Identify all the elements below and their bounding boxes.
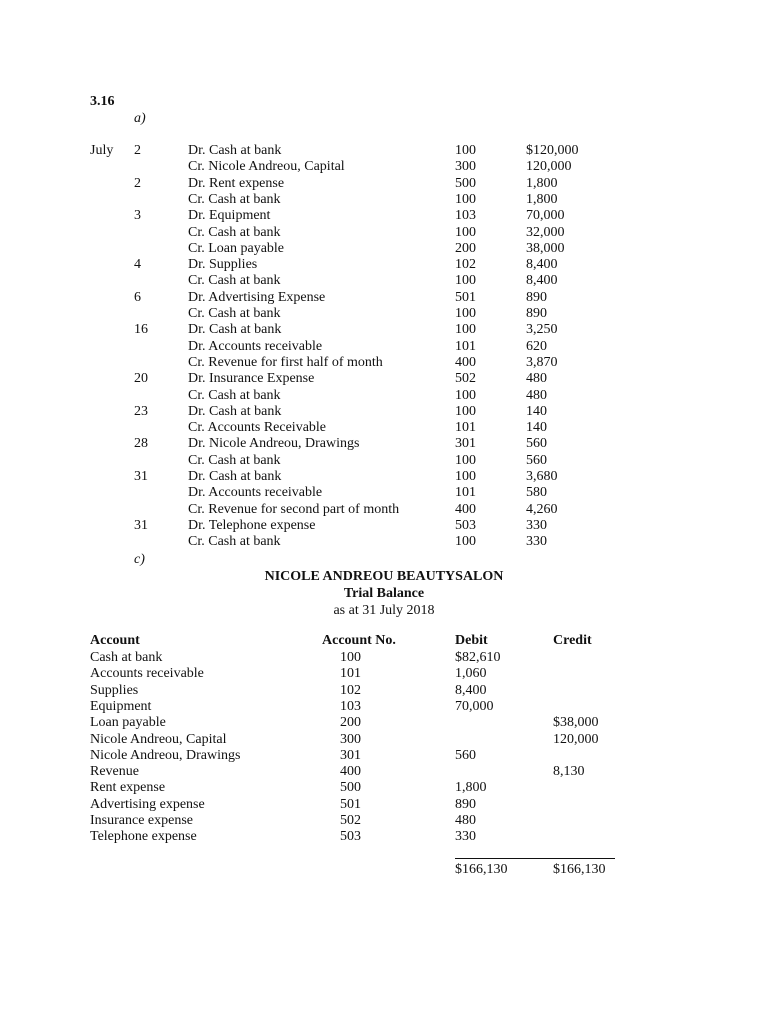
tb-account-no: 102 — [340, 682, 361, 698]
report-title: Trial Balance — [343, 586, 425, 601]
journal-account-no: 301 — [455, 436, 476, 452]
journal-day: 23 — [134, 403, 148, 419]
journal-description: Dr. Equipment — [188, 208, 271, 224]
journal-day: 2 — [134, 175, 141, 191]
tb-account-no: 101 — [340, 666, 361, 682]
journal-account-no: 400 — [455, 501, 476, 517]
journal-account-no: 100 — [455, 387, 476, 403]
journal-row — [0, 176, 768, 192]
journal-description: Cr. Cash at bank — [188, 387, 281, 403]
tb-account-name: Cash at bank — [90, 650, 163, 665]
journal-description: Cr. Revenue for first half of month — [188, 354, 383, 370]
journal-amount: 480 — [526, 387, 547, 403]
tb-account-name: Equipment — [90, 698, 152, 714]
journal-row — [0, 273, 768, 289]
journal-amount: 3,870 — [526, 354, 558, 370]
journal-account-no: 100 — [455, 224, 476, 240]
journal-account-no: 101 — [455, 338, 476, 354]
journal-description: Dr. Advertising Expense — [188, 289, 326, 305]
tb-credit: 8,130 — [553, 764, 585, 780]
trial-balance-row — [0, 650, 768, 666]
problem-number: 3.16 — [90, 94, 115, 109]
header-account-no: Account No. — [322, 633, 396, 648]
tb-account-name: Revenue — [90, 764, 139, 780]
journal-amount: 70,000 — [526, 208, 565, 224]
journal-amount: 8,400 — [526, 273, 558, 289]
trial-balance-row — [0, 732, 768, 748]
journal-account-no: 500 — [455, 175, 476, 191]
tb-account-name: Loan payable — [90, 715, 166, 731]
tb-account-no: 502 — [340, 813, 361, 828]
total-credit: $166,130 — [553, 862, 606, 877]
journal-description: Cr. Cash at bank — [188, 452, 281, 468]
journal-description: Dr. Nicole Andreou, Drawings — [188, 436, 360, 452]
trial-balance-row — [0, 748, 768, 764]
journal-description: Cr. Cash at bank — [188, 306, 281, 321]
journal-amount: 330 — [526, 517, 547, 533]
trial-balance-row — [0, 666, 768, 682]
journal-account-no: 100 — [455, 191, 476, 207]
trial-balance-row — [0, 699, 768, 715]
journal-account-no: 100 — [455, 534, 476, 550]
journal-description: Dr. Cash at bank — [188, 143, 282, 158]
journal-day: 20 — [134, 371, 148, 387]
tb-debit: 70,000 — [455, 698, 494, 714]
journal-amount: 1,800 — [526, 191, 558, 207]
journal-row — [0, 469, 768, 485]
journal-account-no: 100 — [455, 306, 476, 321]
header-credit: Credit — [553, 633, 592, 648]
journal-row — [0, 159, 768, 175]
journal-description: Cr. Accounts Receivable — [188, 420, 327, 436]
journal-amount: 330 — [526, 534, 547, 550]
part-a-label: a) — [134, 111, 146, 126]
journal-day: 6 — [134, 289, 141, 305]
journal-account-no: 102 — [455, 257, 476, 273]
journal-row — [0, 404, 768, 420]
trial-balance-row — [0, 683, 768, 699]
tb-debit: 1,800 — [455, 780, 487, 796]
journal-row — [0, 436, 768, 452]
journal-description: Dr. Accounts receivable — [188, 485, 323, 501]
tb-account-no: 301 — [340, 747, 361, 763]
tb-account-name: Insurance expense — [90, 813, 194, 828]
journal-row — [0, 420, 768, 436]
tb-account-no: 300 — [340, 731, 361, 747]
journal-row — [0, 322, 768, 338]
journal-description: Cr. Revenue for second part of month — [188, 501, 400, 517]
journal-description: Dr. Rent expense — [188, 175, 285, 191]
tb-account-name: Telephone expense — [90, 829, 197, 845]
journal-account-no: 103 — [455, 208, 476, 224]
journal-day: 28 — [134, 436, 148, 452]
journal-description: Cr. Cash at bank — [188, 534, 281, 550]
tb-credit: 120,000 — [553, 731, 599, 747]
journal-row — [0, 485, 768, 501]
journal-amount: 890 — [526, 306, 547, 321]
journal-day: 31 — [134, 469, 148, 484]
journal-account-no: 100 — [455, 452, 476, 468]
journal-amount: 3,250 — [526, 322, 558, 338]
tb-account-no: 200 — [340, 715, 361, 731]
header-account: Account — [90, 633, 140, 648]
journal-day: 2 — [134, 143, 141, 158]
journal-account-no: 100 — [455, 403, 476, 419]
journal-row — [0, 143, 768, 159]
tb-account-no: 500 — [340, 780, 361, 796]
journal-amount: 560 — [526, 452, 547, 468]
tb-debit: $82,610 — [455, 650, 501, 665]
journal-amount: 890 — [526, 289, 547, 305]
journal-description: Dr. Cash at bank — [188, 403, 282, 419]
total-rule — [455, 858, 615, 859]
header-debit: Debit — [455, 633, 488, 648]
journal-amount: 32,000 — [526, 224, 565, 240]
tb-account-no: 400 — [340, 764, 361, 780]
trial-balance-row — [0, 829, 768, 845]
journal-description: Cr. Cash at bank — [188, 224, 281, 240]
journal-amount: 8,400 — [526, 257, 558, 273]
journal-description: Cr. Nicole Andreou, Capital — [188, 159, 345, 175]
journal-amount: 480 — [526, 371, 547, 387]
journal-row — [0, 241, 768, 257]
journal-row — [0, 306, 768, 322]
journal-day: 3 — [134, 208, 141, 224]
journal-row — [0, 192, 768, 208]
journal-row — [0, 518, 768, 534]
journal-account-no: 503 — [455, 517, 476, 533]
journal-row — [0, 208, 768, 224]
journal-amount: 4,260 — [526, 501, 558, 517]
journal-row — [0, 290, 768, 306]
journal-account-no: 101 — [455, 420, 476, 436]
journal-description: Dr. Cash at bank — [188, 469, 282, 484]
journal-amount: 1,800 — [526, 175, 558, 191]
tb-debit: 480 — [455, 813, 476, 828]
journal-account-no: 200 — [455, 240, 476, 256]
journal-row — [0, 355, 768, 371]
journal-description: Dr. Cash at bank — [188, 322, 282, 338]
tb-account-no: 501 — [340, 796, 361, 812]
journal-description: Dr. Insurance Expense — [188, 371, 315, 387]
journal-account-no: 100 — [455, 469, 476, 484]
journal-amount: 38,000 — [526, 240, 565, 256]
tb-debit: 330 — [455, 829, 476, 845]
journal-account-no: 100 — [455, 273, 476, 289]
journal-row — [0, 257, 768, 273]
journal-account-no: 101 — [455, 485, 476, 501]
tb-debit: 890 — [455, 796, 476, 812]
journal-amount: 580 — [526, 485, 547, 501]
journal-account-no: 100 — [455, 322, 476, 338]
journal-account-no: 300 — [455, 159, 476, 175]
journal-description: Cr. Cash at bank — [188, 273, 281, 289]
journal-day: 31 — [134, 517, 148, 533]
trial-balance-row — [0, 813, 768, 829]
tb-account-no: 100 — [340, 650, 361, 665]
tb-debit: 560 — [455, 747, 476, 763]
tb-account-no: 503 — [340, 829, 361, 845]
journal-account-no: 501 — [455, 289, 476, 305]
tb-account-no: 103 — [340, 698, 361, 714]
journal-month: July — [90, 143, 114, 158]
trial-balance-row — [0, 715, 768, 731]
trial-balance-row — [0, 780, 768, 796]
journal-row — [0, 534, 768, 550]
part-c-label: c) — [134, 552, 145, 567]
tb-account-name: Rent expense — [90, 780, 166, 796]
journal-description: Dr. Telephone expense — [188, 517, 316, 533]
trial-balance-row — [0, 797, 768, 813]
journal-account-no: 502 — [455, 371, 476, 387]
journal-row — [0, 453, 768, 469]
trial-balance-header — [0, 633, 768, 649]
journal-description: Cr. Loan payable — [188, 240, 285, 256]
journal-amount: $120,000 — [526, 143, 579, 158]
journal-day: 16 — [134, 322, 148, 338]
journal-row — [0, 502, 768, 518]
journal-description: Cr. Cash at bank — [188, 191, 281, 207]
journal-day: 4 — [134, 257, 141, 273]
trial-balance-row — [0, 764, 768, 780]
journal-amount: 3,680 — [526, 469, 558, 484]
tb-credit: $38,000 — [553, 715, 599, 731]
tb-account-name: Nicole Andreou, Capital — [90, 731, 227, 747]
tb-debit: 8,400 — [455, 682, 487, 698]
tb-account-name: Nicole Andreou, Drawings — [90, 747, 241, 763]
journal-row — [0, 388, 768, 404]
journal-description: Dr. Supplies — [188, 257, 258, 273]
journal-row — [0, 339, 768, 355]
journal-account-no: 400 — [455, 354, 476, 370]
journal-row — [0, 371, 768, 387]
company-name: NICOLE ANDREOU BEAUTYSALON — [264, 569, 504, 584]
tb-account-name: Advertising expense — [90, 796, 205, 812]
journal-amount: 140 — [526, 403, 547, 419]
tb-account-name: Supplies — [90, 682, 139, 698]
journal-account-no: 100 — [455, 143, 476, 158]
journal-row — [0, 225, 768, 241]
tb-debit: 1,060 — [455, 666, 487, 682]
journal-description: Dr. Accounts receivable — [188, 338, 323, 354]
report-date: as at 31 July 2018 — [333, 603, 435, 618]
journal-amount: 560 — [526, 436, 547, 452]
journal-amount: 620 — [526, 338, 547, 354]
total-debit: $166,130 — [455, 862, 508, 877]
tb-account-name: Accounts receivable — [90, 666, 204, 682]
totals-row — [0, 862, 768, 878]
journal-amount: 140 — [526, 420, 547, 436]
journal-amount: 120,000 — [526, 159, 572, 175]
